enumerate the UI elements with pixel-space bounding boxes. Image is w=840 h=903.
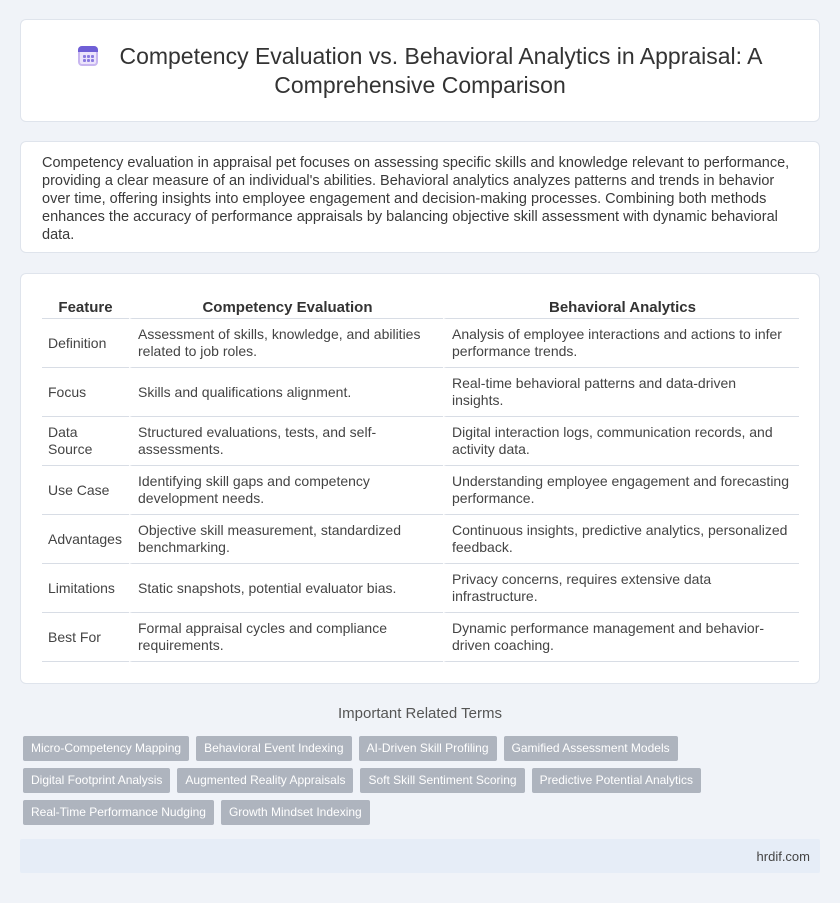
table-row (42, 466, 799, 515)
related-term-tag[interactable]: Micro-Competency Mapping (23, 736, 189, 761)
feature-cell: Definition (42, 319, 129, 368)
related-term-tag[interactable]: Gamified Assessment Models (504, 736, 678, 761)
table-row (42, 368, 799, 417)
footer-site-link[interactable]: hrdif.com (756, 849, 810, 864)
competency-cell: Identifying skill gaps and competency development needs. (129, 466, 443, 515)
page-title: Competency Evaluation vs. Behavioral Analytics in Appraisal: A Comprehensive Comparison (119, 43, 763, 98)
page-title-wrap (21, 42, 819, 100)
related-term-tag[interactable]: Augmented Reality Appraisals (177, 768, 353, 793)
feature-cell: Advantages (42, 515, 129, 564)
comparison-table (42, 294, 799, 662)
table-row (42, 319, 799, 368)
table-row (42, 613, 799, 662)
behavioral-cell: Real-time behavioral patterns and data-driven insights. (443, 368, 799, 417)
behavioral-cell: Continuous insights, predictive analytics, personalized feedback. (443, 515, 799, 564)
competency-cell: Static snapshots, potential evaluator bias. (129, 564, 443, 613)
footer-bar (20, 839, 820, 873)
feature-cell: Use Case (42, 466, 129, 515)
behavioral-cell: Analysis of employee interactions and actions to infer performance trends. (443, 319, 799, 368)
related-terms-list (23, 736, 723, 832)
table-row (42, 564, 799, 613)
related-term-tag[interactable]: Behavioral Event Indexing (196, 736, 351, 761)
column-header: Behavioral Analytics (443, 294, 799, 319)
competency-cell: Objective skill measurement, standardized benchmarking. (129, 515, 443, 564)
related-terms-title: Important Related Terms (338, 705, 502, 722)
comparison-card (20, 273, 820, 684)
feature-cell: Focus (42, 368, 129, 417)
competency-cell: Structured evaluations, tests, and self-assessments. (129, 417, 443, 466)
behavioral-cell: Understanding employee engagement and forecasting performance. (443, 466, 799, 515)
competency-cell: Formal appraisal cycles and compliance requirements. (129, 613, 443, 662)
header-card (20, 19, 820, 122)
related-term-tag[interactable]: Predictive Potential Analytics (532, 768, 701, 793)
intro-text: Competency evaluation in appraisal pet focuses on assessing specific skills and knowledge relevant to performance, providing a clear measure of an individual's abilities. Behavioral analytics analyzes patterns and trends in behavior over time, offering insights into employee engagement and decision-making processes. Combining both methods enhances the accuracy of performance appraisals by balancing objective skill assessment with dynamic behavioral data. (42, 155, 790, 243)
related-term-tag[interactable]: Real-Time Performance Nudging (23, 800, 214, 825)
behavioral-cell: Privacy concerns, requires extensive data infrastructure. (443, 564, 799, 613)
calendar-icon (77, 43, 99, 67)
competency-cell: Skills and qualifications alignment. (129, 368, 443, 417)
feature-cell: Best For (42, 613, 129, 662)
column-header: Competency Evaluation (129, 294, 443, 319)
related-term-tag[interactable]: Digital Footprint Analysis (23, 768, 170, 793)
related-term-tag[interactable]: Soft Skill Sentiment Scoring (360, 768, 524, 793)
related-term-tag[interactable]: Growth Mindset Indexing (221, 800, 370, 825)
intro-card (20, 141, 820, 253)
table-row (42, 515, 799, 564)
behavioral-cell: Digital interaction logs, communication records, and activity data. (443, 417, 799, 466)
table-header-row (42, 294, 799, 319)
column-header: Feature (42, 294, 129, 319)
feature-cell: Data Source (42, 417, 129, 466)
behavioral-cell: Dynamic performance management and behavior-driven coaching. (443, 613, 799, 662)
competency-cell: Assessment of skills, knowledge, and abilities related to job roles. (129, 319, 443, 368)
feature-cell: Limitations (42, 564, 129, 613)
related-term-tag[interactable]: AI-Driven Skill Profiling (359, 736, 497, 761)
table-row (42, 417, 799, 466)
